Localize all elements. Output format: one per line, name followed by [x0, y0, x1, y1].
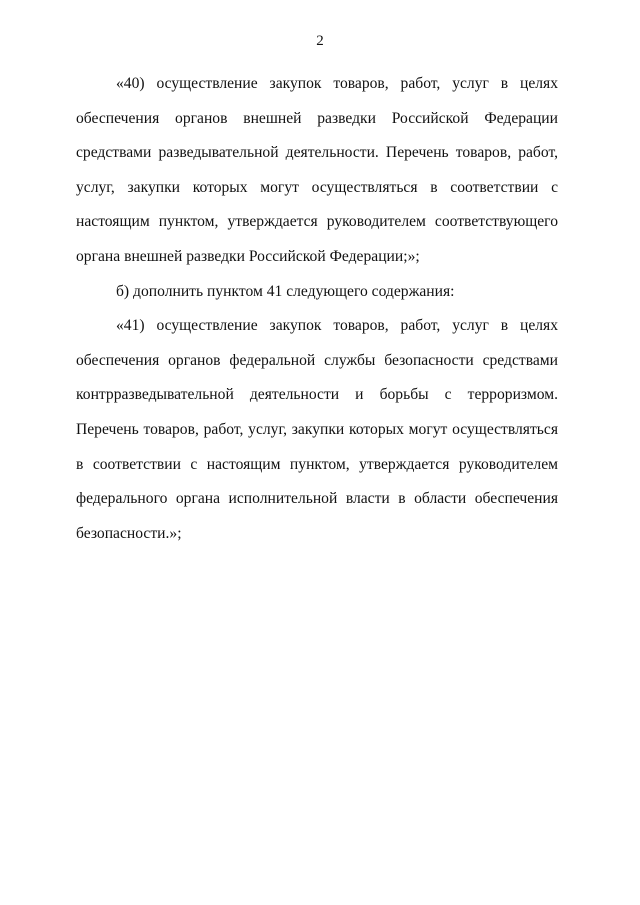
paragraph-item-41: «41) осуществление закупок товаров, работ, услуг в целях обеспечения органов федеральной службы безопасности средствами контрразведывательной деятельности и борьбы с терроризмом. Перечень товаров, работ, услуг, закупки которых могут осуществляться в соответствии с настоящим пунктом, утверждается руководителем федерального органа исполнительной власти в области обеспечения безопасности.»;: [76, 317, 558, 542]
document-body: [76, 67, 558, 551]
paragraph-item-40: «40) осуществление закупок товаров, работ, услуг в целях обеспечения органов внешней разведки Российской Федерации средствами разведывательной деятельности. Перечень товаров, работ, услуг, закупки которых могут осуществляться в соответствии с настоящим пунктом, утверждается руководителем соответствующего органа внешней разведки Российской Федерации;»;: [76, 75, 558, 265]
paragraph-amendment-b: б) дополнить пунктом 41 следующего содержания:: [116, 282, 455, 300]
page-number: 2: [316, 33, 324, 49]
